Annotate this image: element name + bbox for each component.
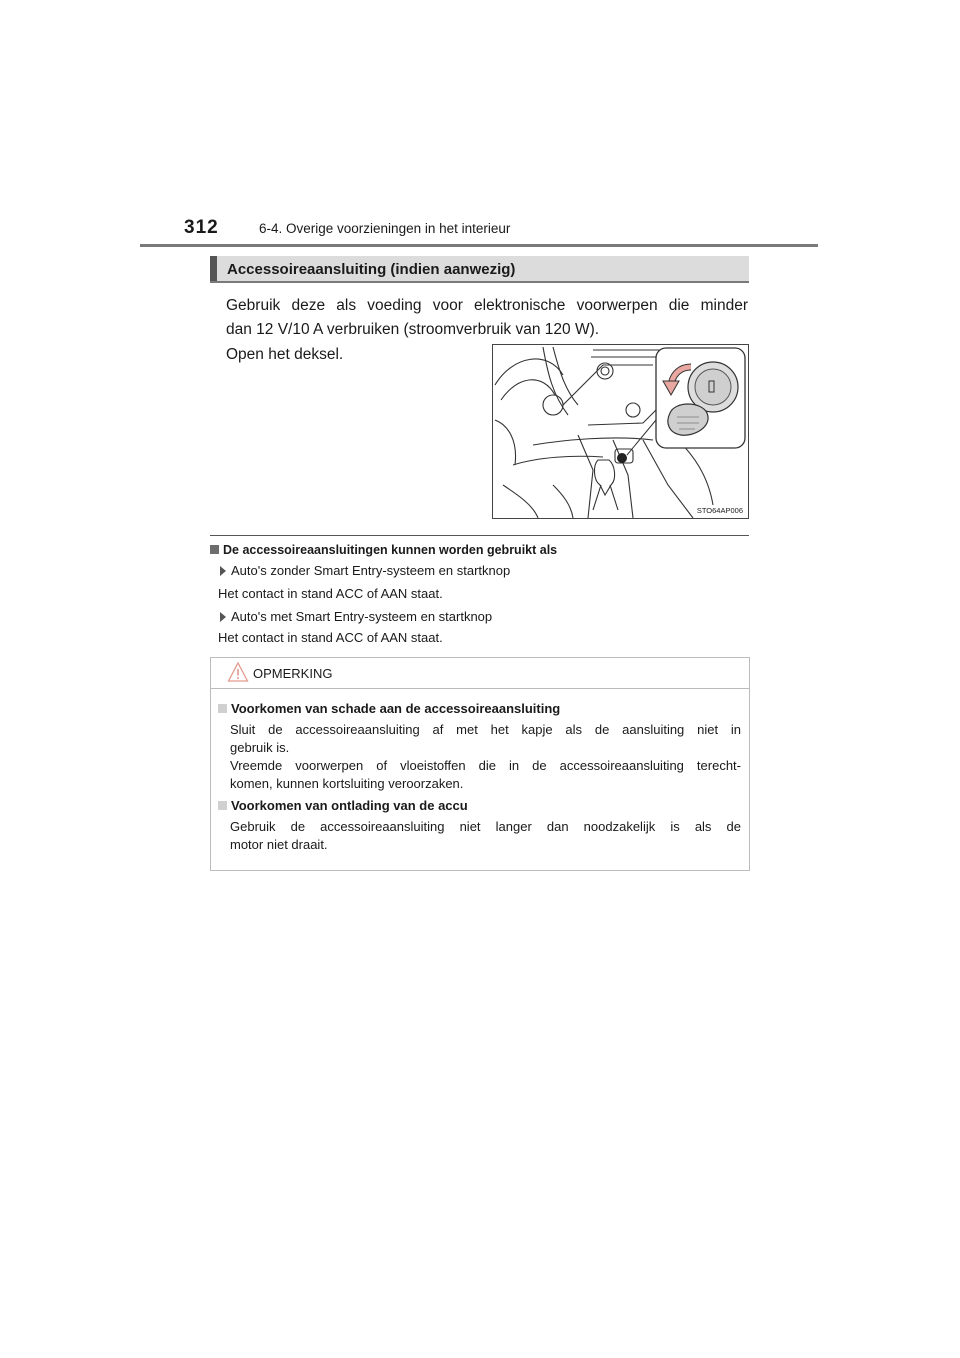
warning-icon [227, 661, 249, 683]
notice-header [211, 658, 749, 689]
square-bullet-icon [210, 545, 219, 554]
square-bullet-icon [218, 801, 227, 810]
list-item-text: Het contact in stand ACC of AAN staat. [218, 630, 443, 645]
notice-title: OPMERKING [253, 666, 333, 681]
notice-section-heading: Voorkomen van ontlading van de accu [218, 798, 468, 813]
notice-section-body [230, 818, 741, 854]
triangle-bullet-icon [220, 566, 226, 576]
section-divider [210, 535, 749, 536]
page-heading: Accessoireaansluiting (indien aanwezig) [227, 261, 516, 278]
list-item: Auto's zonder Smart Entry-systeem en startknop [220, 563, 510, 578]
figure-code: STO64AP006 [696, 506, 743, 515]
page-number: 312 [184, 217, 219, 238]
title-bar [210, 256, 749, 283]
list-item: Auto's met Smart Entry-systeem en startknop [220, 609, 492, 624]
triangle-bullet-icon [220, 612, 226, 622]
dashboard-illustration [492, 344, 749, 519]
notice-line: Vreemde voorwerpen of vloeistoffen die in de accessoireaansluiting terecht- [230, 758, 741, 773]
accessory-socket-drawing [493, 345, 748, 518]
list-item-text: Het contact in stand ACC of AAN staat. [218, 586, 443, 601]
notice-line: Gebruik de accessoireaansluiting niet langer dan noodzakelijk is als de [230, 819, 741, 834]
intro-line-1: Gebruik deze als voeding voor elektronische voorwerpen die minder [226, 297, 748, 314]
intro-paragraph [226, 294, 748, 342]
notice-line: gebruik is. [230, 740, 290, 755]
section-title: 6-4. Overige voorzieningen in het interieur [259, 221, 511, 236]
notice-section-body [230, 721, 741, 793]
title-marker [210, 256, 217, 281]
notice-line: komen, kunnen kortsluiting veroorzaken. [230, 776, 464, 791]
notice-box [210, 657, 750, 871]
info-heading: De accessoireaansluitingen kunnen worden gebruikt als [210, 543, 557, 557]
notice-line: Sluit de accessoireaansluiting af met het kapje als de aansluiting niet in [230, 722, 741, 737]
notice-section-heading: Voorkomen van schade aan de accessoireaansluiting [218, 701, 560, 716]
header-rule [140, 244, 818, 247]
step-text: Open het deksel. [226, 346, 344, 363]
square-bullet-icon [218, 704, 227, 713]
notice-line: motor niet draait. [230, 837, 328, 852]
intro-line-2: dan 12 V/10 A verbruiken (stroomverbruik van 120 W). [226, 321, 600, 338]
